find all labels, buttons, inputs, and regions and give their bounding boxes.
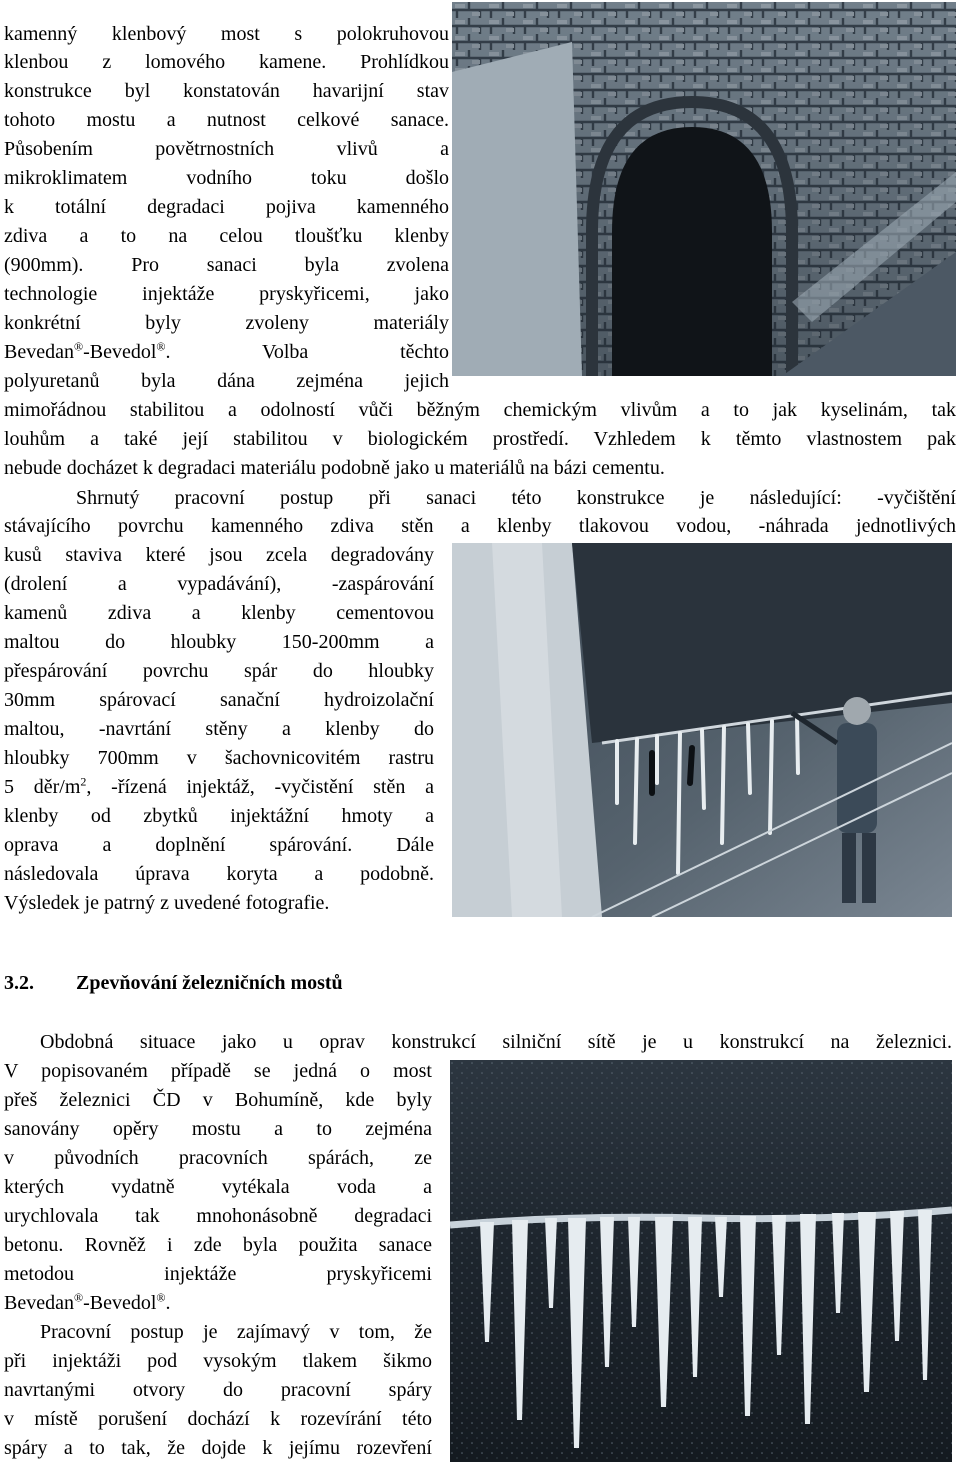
text-line (4, 1289, 432, 1317)
text-line: tohoto mostu a nutnost celkové sanace. (4, 109, 449, 131)
text-line: Výsledek je patrný z uvedené fotografie. (4, 892, 330, 914)
text-line: (900mm). Pro sanaci byla zvolena (4, 254, 449, 276)
product-name: -Bevedol (83, 341, 157, 363)
text-line: maltou do hloubky 150-200mm a (4, 631, 434, 653)
product-name: Bevedan (4, 1292, 74, 1314)
text-line: polyuretanů byla dána zejména jejich (4, 370, 449, 392)
product-name: Bevedan (4, 341, 74, 363)
text-line: klenby od zbytků injektážní hmoty a (4, 805, 434, 827)
text-line: konstrukce byl konstatován havarijní stav (4, 80, 449, 102)
resin-leak-wall-photo (450, 1060, 952, 1462)
text-line: klenbou z lomového kamene. Prohlídkou (4, 51, 449, 73)
product-name: -Bevedol (83, 1292, 157, 1314)
text-line: mikroklimatem vodního toku došlo (4, 167, 449, 189)
text-line: maltou, -navrtání stěny a klenby do (4, 718, 434, 740)
text-line: přespárování povrchu spár do hloubky (4, 660, 434, 682)
text-line: k totální degradaci pojiva kamenného (4, 196, 449, 218)
text-line: sanovány opěry mostu a to zejména (4, 1118, 432, 1140)
text-line: V popisovaném případě se jedná o most (4, 1060, 432, 1082)
text-line: mimořádnou stabilitou a odolností vůči běžným chemickým vlivům a to jak kyselinám, tak (4, 399, 956, 421)
injection-worker-photo (452, 543, 952, 917)
text-line: Působením povětrnostních vlivů a (4, 138, 449, 160)
text-line: betonu. Rovněž i zde byla použita sanace (4, 1234, 432, 1256)
text-line: oprava a doplnění spárování. Dále (4, 834, 434, 856)
text-fragment: 5 děr/m (4, 776, 81, 798)
text-line: spáry a to tak, že dojde k jejímu rozevření (4, 1437, 432, 1459)
text-fragment: , -řízená injektáž, -vyčistění stěn a (86, 776, 434, 798)
text-line: kterých vydatně vytékala voda a (4, 1176, 432, 1198)
registered-mark: ® (156, 339, 166, 354)
text-line: při injektáži pod vysokým tlakem šikmo (4, 1350, 432, 1372)
registered-mark: ® (73, 339, 84, 354)
text-line: navrtanými otvory do pracovní spáry (4, 1379, 432, 1401)
text-line (4, 338, 449, 366)
text-fragment: . Volba těchto (165, 341, 449, 363)
text-fragment: . (165, 1292, 171, 1314)
text-line: kamenů zdiva a klenby cementovou (4, 602, 434, 624)
text-line: kusů staviva které jsou zcela degradovány (4, 544, 434, 566)
text-line: kamenný klenbový most s polokruhovou (4, 23, 449, 45)
text-line: následovala úprava koryta a podobně. (4, 863, 434, 885)
text-line: Obdobná situace jako u oprav konstrukcí silniční sítě je u konstrukcí na železnici. (40, 1031, 952, 1053)
text-line: zdiva a to na celou tloušťku klenby (4, 225, 449, 247)
registered-mark: ® (156, 1290, 166, 1305)
text-line: stávajícího povrchu kamenného zdiva stěn a klenby tlakovou vodou, -náhrada jednotlivých (4, 515, 956, 537)
text-line: Shrnutý pracovní postup při sanaci této konstrukce je následující: -vyčištění (76, 487, 956, 509)
text-line: (drolení a vypadávání), -zaspárování (4, 573, 434, 595)
text-line: nebude docházet k degradaci materiálu podobně jako u materiálů na bázi cementu. (4, 457, 665, 479)
registered-mark: ® (73, 1290, 84, 1305)
text-line: hloubky 700mm v šachovnicovitém rastru (4, 747, 434, 769)
text-line: louhům a také její stabilitou v biologickém prostředí. Vzhledem k těmto vlastnostem pak (4, 428, 956, 450)
text-line: přeš železnici ČD v Bohumíně, kde byly (4, 1089, 432, 1111)
text-line: Pracovní postup je zajímavý v tom, že (40, 1321, 432, 1343)
superscript: 2 (80, 774, 87, 789)
section-number: 3.2. (4, 972, 34, 994)
text-line: v původních pracovních spárách, ze (4, 1147, 432, 1169)
section-title: Zpevňování železničních mostů (76, 972, 343, 994)
text-line: 30mm spárovací sanační hydroizolační (4, 689, 434, 711)
text-line: konkrétní byly zvoleny materiály (4, 312, 449, 334)
text-line: technologie injektáže pryskyřicemi, jako (4, 283, 449, 305)
section-heading (4, 968, 343, 998)
text-line: v místě porušení dochází k rozevírání této (4, 1408, 432, 1430)
text-line: urychlovala tak mnohonásobně degradaci (4, 1205, 432, 1227)
stone-arch-bridge-photo (452, 2, 956, 376)
text-line: metodou injektáže pryskyřicemi (4, 1263, 432, 1285)
text-line (4, 773, 434, 801)
